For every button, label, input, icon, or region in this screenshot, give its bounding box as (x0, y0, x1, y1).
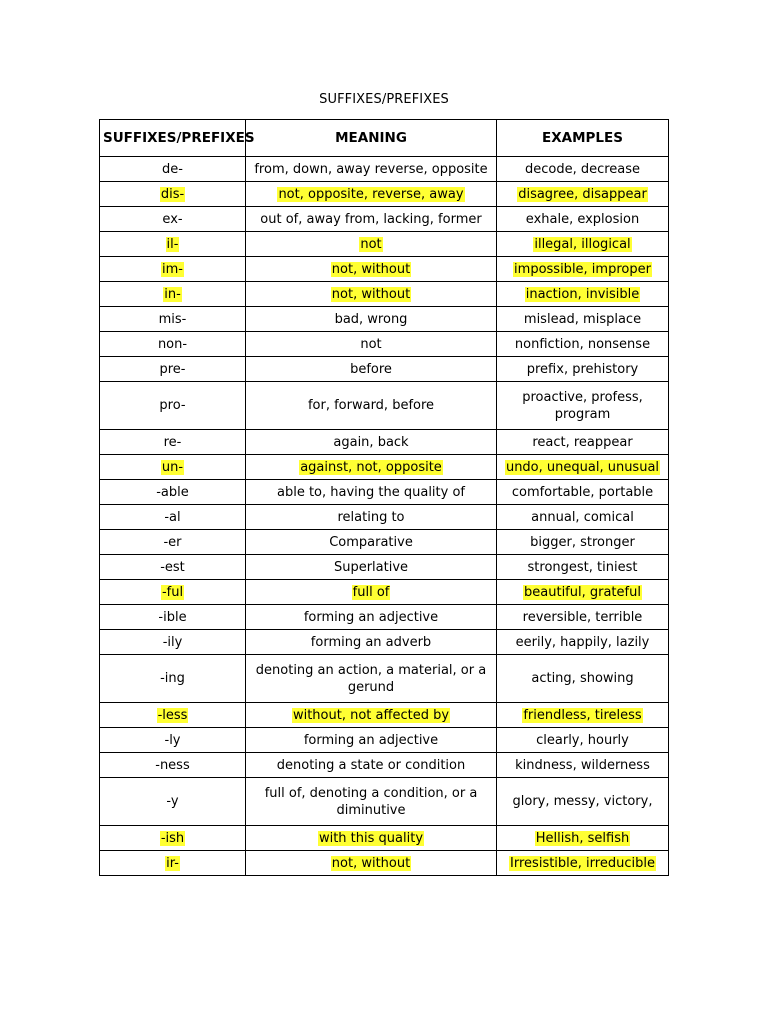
examples-cell (497, 182, 669, 207)
meaning-cell-text: denoting an action, a material, or a gerund (255, 662, 487, 695)
table-header-row (100, 120, 669, 157)
examples-cell-text: undo, unequal, unusual (505, 459, 660, 475)
meaning-cell (246, 307, 497, 332)
affix-cell (100, 630, 246, 655)
examples-cell-text: comfortable, portable (511, 484, 654, 500)
affix-cell (100, 605, 246, 630)
examples-cell (497, 530, 669, 555)
examples-cell-text: impossible, improper (514, 261, 651, 277)
affix-cell-text: -y (166, 794, 179, 809)
meaning-cell (246, 455, 497, 480)
meaning-cell (246, 207, 497, 232)
table-row (100, 332, 669, 357)
table-row (100, 703, 669, 728)
examples-cell (497, 455, 669, 480)
examples-cell (497, 851, 669, 876)
affix-cell-text: -ing (160, 671, 185, 686)
meaning-cell-text: before (350, 361, 392, 377)
meaning-cell-text: relating to (337, 509, 405, 525)
affix-cell (100, 851, 246, 876)
meaning-cell (246, 182, 497, 207)
examples-cell-text: beautiful, grateful (524, 584, 641, 600)
examples-cell (497, 207, 669, 232)
meaning-cell-text: full of (352, 584, 390, 600)
affix-cell-text: non- (157, 336, 188, 352)
affix-cell (100, 182, 246, 207)
meaning-cell (246, 332, 497, 357)
meaning-cell-text: without, not affected by (292, 707, 450, 723)
examples-cell (497, 555, 669, 580)
affix-cell-text: dis- (160, 186, 185, 202)
meaning-cell (246, 728, 497, 753)
affix-cell-text: pro- (159, 398, 186, 413)
meaning-cell (246, 778, 497, 826)
affix-cell (100, 655, 246, 703)
examples-cell (497, 826, 669, 851)
table-row (100, 207, 669, 232)
meaning-cell-text: able to, having the quality of (276, 484, 465, 500)
affix-cell (100, 555, 246, 580)
meaning-cell (246, 605, 497, 630)
affix-cell (100, 332, 246, 357)
table-row (100, 753, 669, 778)
meaning-cell-text: again, back (333, 434, 409, 450)
table-row (100, 257, 669, 282)
affix-cell (100, 455, 246, 480)
affix-cell-text: de- (162, 161, 183, 177)
examples-cell-text: prefix, prehistory (526, 361, 639, 377)
meaning-cell-text: forming an adjective (303, 732, 439, 748)
meaning-cell-text: from, down, away reverse, opposite (254, 161, 488, 177)
examples-cell-text: Irresistible, irreducible (510, 855, 655, 871)
table-row (100, 555, 669, 580)
table-row (100, 382, 669, 430)
examples-cell-text: annual, comical (531, 509, 634, 525)
affix-cell (100, 480, 246, 505)
examples-cell (497, 505, 669, 530)
meaning-cell (246, 257, 497, 282)
meaning-cell-text: with this quality (318, 830, 424, 846)
meaning-cell (246, 703, 497, 728)
meaning-cell (246, 232, 497, 257)
table-row (100, 480, 669, 505)
affix-cell-text: ex- (162, 211, 183, 227)
meaning-cell (246, 655, 497, 703)
affix-cell-text: ir- (166, 855, 179, 871)
examples-cell (497, 307, 669, 332)
meaning-cell-text: not, without (331, 261, 411, 277)
examples-cell (497, 382, 669, 430)
affix-cell (100, 157, 246, 182)
meaning-cell (246, 382, 497, 430)
affix-cell (100, 580, 246, 605)
meaning-cell-text: not, opposite, reverse, away (278, 186, 464, 202)
affix-cell-text: mis- (158, 311, 187, 327)
examples-cell (497, 655, 669, 703)
table-row (100, 157, 669, 182)
meaning-cell (246, 430, 497, 455)
examples-cell-text: nonfiction, nonsense (514, 336, 651, 352)
examples-cell-text: exhale, explosion (525, 211, 640, 227)
table-row (100, 282, 669, 307)
affix-cell-text: -est (160, 559, 185, 575)
table-row (100, 851, 669, 876)
meaning-cell (246, 826, 497, 851)
affix-cell-text: -er (163, 534, 182, 550)
affix-cell (100, 430, 246, 455)
meaning-cell (246, 357, 497, 382)
affix-cell-text: in- (164, 286, 181, 302)
meaning-cell-text: not, without (331, 855, 411, 871)
examples-cell (497, 753, 669, 778)
examples-cell-text: strongest, tiniest (527, 559, 638, 575)
examples-cell-text: mislead, misplace (523, 311, 642, 327)
meaning-cell-text: for, forward, before (307, 398, 435, 413)
examples-cell (497, 430, 669, 455)
examples-cell-text: Hellish, selfish (535, 830, 630, 846)
examples-cell-text: bigger, stronger (530, 534, 635, 550)
meaning-cell (246, 505, 497, 530)
examples-cell (497, 480, 669, 505)
affix-cell (100, 357, 246, 382)
table-row (100, 655, 669, 703)
meaning-cell-text: not (360, 336, 382, 352)
examples-cell (497, 580, 669, 605)
affix-cell-text: -ible (158, 609, 187, 625)
meaning-cell (246, 753, 497, 778)
examples-cell-text: disagree, disappear (518, 186, 647, 202)
affix-cell-text: re- (163, 434, 182, 450)
table-row (100, 182, 669, 207)
table-row (100, 357, 669, 382)
meaning-cell-text: forming an adverb (310, 634, 432, 650)
affix-cell-text: -ish (160, 830, 185, 846)
table-row (100, 580, 669, 605)
meaning-cell (246, 530, 497, 555)
document-title: SUFFIXES/PREFIXES (319, 92, 449, 107)
affix-cell (100, 703, 246, 728)
table-row (100, 630, 669, 655)
meaning-cell (246, 851, 497, 876)
table-row (100, 728, 669, 753)
examples-cell-text: reversible, terrible (522, 609, 643, 625)
examples-cell (497, 157, 669, 182)
examples-cell-text: eerily, happily, lazily (515, 634, 650, 650)
examples-cell (497, 357, 669, 382)
affix-cell (100, 505, 246, 530)
affix-cell-text: -ness (155, 757, 190, 773)
affix-cell (100, 257, 246, 282)
affix-table (99, 119, 669, 876)
affix-cell-text: -less (157, 707, 188, 723)
table-row (100, 530, 669, 555)
affix-cell (100, 307, 246, 332)
meaning-cell (246, 480, 497, 505)
table-row (100, 232, 669, 257)
meaning-cell-text: bad, wrong (334, 311, 408, 327)
examples-cell-text: inaction, invisible (525, 286, 640, 302)
table-row (100, 455, 669, 480)
affix-cell-text: -ly (164, 732, 181, 748)
affix-cell (100, 382, 246, 430)
meaning-cell-text: not (360, 236, 382, 252)
meaning-cell-text: Superlative (333, 559, 409, 575)
table-row (100, 778, 669, 826)
examples-cell (497, 605, 669, 630)
examples-cell-text: react, reappear (532, 434, 633, 450)
meaning-cell-text: Comparative (329, 534, 413, 550)
examples-cell (497, 728, 669, 753)
examples-cell (497, 778, 669, 826)
examples-cell (497, 257, 669, 282)
header-meaning: MEANING (246, 120, 497, 157)
table-row (100, 307, 669, 332)
affix-cell (100, 232, 246, 257)
affix-cell (100, 728, 246, 753)
header-affix: SUFFIXES/PREFIXES (100, 120, 246, 157)
affix-cell-text: -ily (162, 634, 183, 650)
examples-cell-text: clearly, hourly (536, 732, 629, 748)
examples-cell-text: proactive, profess, program (522, 389, 643, 422)
table-row (100, 826, 669, 851)
meaning-cell-text: forming an adjective (303, 609, 439, 625)
examples-cell (497, 630, 669, 655)
meaning-cell (246, 157, 497, 182)
table-body (100, 157, 669, 876)
examples-cell-text: decode, decrease (524, 161, 641, 177)
affix-cell (100, 282, 246, 307)
examples-cell-text: acting, showing (531, 671, 634, 686)
affix-cell (100, 207, 246, 232)
affix-cell-text: -able (156, 484, 189, 500)
table-row (100, 605, 669, 630)
examples-cell-text: illegal, illogical (534, 236, 631, 252)
meaning-cell (246, 580, 497, 605)
meaning-cell (246, 630, 497, 655)
affix-cell-text: pre- (159, 361, 186, 377)
examples-cell (497, 703, 669, 728)
examples-cell (497, 282, 669, 307)
examples-cell-text: glory, messy, victory, (512, 794, 653, 809)
affix-cell (100, 778, 246, 826)
meaning-cell-text: against, not, opposite (300, 459, 442, 475)
meaning-cell-text: full of, denoting a condition, or a diminutive (264, 785, 478, 818)
affix-cell (100, 530, 246, 555)
affix-cell (100, 753, 246, 778)
table-row (100, 505, 669, 530)
examples-cell-text: kindness, wilderness (515, 757, 650, 773)
meaning-cell-text: denoting a state or condition (276, 757, 466, 773)
affix-cell-text: -ful (161, 584, 184, 600)
header-examples: EXAMPLES (497, 120, 669, 157)
affix-cell-text: -al (164, 509, 181, 525)
meaning-cell-text: not, without (331, 286, 411, 302)
examples-cell (497, 332, 669, 357)
table-row (100, 430, 669, 455)
examples-cell (497, 232, 669, 257)
affix-cell (100, 826, 246, 851)
meaning-cell (246, 555, 497, 580)
affix-cell-text: im- (162, 261, 183, 277)
examples-cell-text: friendless, tireless (523, 707, 642, 723)
affix-cell-text: il- (166, 236, 179, 252)
meaning-cell (246, 282, 497, 307)
meaning-cell-text: out of, away from, lacking, former (260, 211, 482, 227)
affix-cell-text: un- (161, 459, 184, 475)
